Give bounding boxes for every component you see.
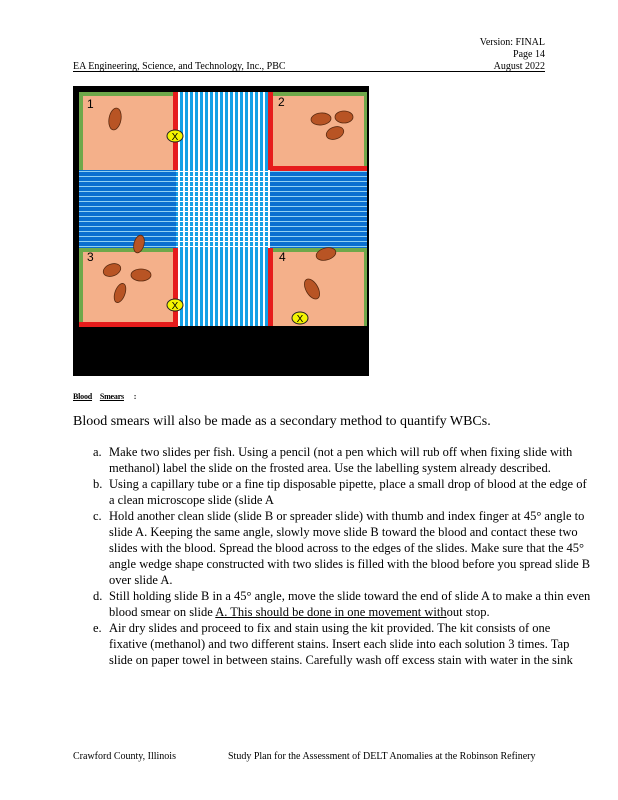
quadrant-label-2: 2: [278, 95, 285, 109]
step-text: Using a capillary tube or a fine tip disposable pipette, place a small drop of blood at the edge of a clean microscope slide (slide A: [109, 477, 587, 507]
step-text: Hold another clean slide (slide B or spreader slide) with thumb and index finger at 45° angle to slide A. Keeping the same angle, slowly move slide B toward the blood and contact these two slides with the blood. Spread the blood across to the edges of the slides. Make sure that the 45° angle wedge shape constructed with two slides is filled with the blood before you spread slide B over slide A.: [109, 509, 591, 587]
marker-1-glyph: X: [171, 132, 179, 143]
section-heading-word2: Smears: [99, 392, 124, 401]
section-heading: [73, 392, 136, 401]
intro-paragraph: Blood smears will also be made as a secondary method to quantify WBCs.: [73, 414, 491, 429]
section-heading-word1: Blood: [73, 392, 93, 401]
step-text: Still holding slide B in a 45° angle, move the slide toward the end of slide A to make a thin even blood smear on slide: [109, 589, 591, 619]
footer-title: Study Plan for the Assessment of DELT Anomalies at the Robinson Refinery: [228, 751, 536, 762]
list-item: [93, 508, 591, 588]
step-text-underlined: A. This should be done in one movement with: [215, 605, 447, 619]
step-marker: c.: [93, 509, 102, 523]
step-marker: d.: [93, 589, 103, 603]
page-number: Page 14: [513, 49, 545, 60]
quadrant-label-3: 3: [87, 250, 94, 264]
marker-2-glyph: X: [171, 301, 179, 312]
marker-3-glyph: X: [296, 314, 304, 325]
list-item: [93, 444, 591, 476]
list-item: [93, 476, 591, 508]
tank-1: [79, 92, 178, 170]
list-item: [93, 620, 591, 668]
version-label: Version: FINAL: [479, 37, 545, 48]
step-marker: a.: [93, 445, 102, 459]
quadrant-label-1: 1: [87, 97, 94, 111]
company-name: EA Engineering, Science, and Technology, Inc., PBC: [73, 61, 286, 72]
section-heading-colon: :: [133, 392, 137, 401]
header-rule: [73, 71, 545, 72]
quadrant-label-4: 4: [279, 250, 286, 264]
step-text: Air dry slides and proceed to fix and stain using the kit provided. The kit consists of one fixative (methanol) and two different stains. Insert each slide into each solution 3 times. Tap slide on paper towel in between stains. Carefully wash off excess stain with water in the sink: [109, 621, 573, 667]
channel-intersection: [176, 170, 270, 248]
report-date: August 2022: [493, 61, 545, 72]
step-marker: e.: [93, 621, 102, 635]
step-text: Make two slides per fish. Using a pencil (not a pen which will rub off when fixing slide with methanol) label the slide on the frosted area. Use the labelling system already described.: [109, 445, 573, 475]
list-item: [93, 588, 591, 620]
tank-diagram-svg: [73, 86, 369, 376]
footer-location: Crawford County, Illinois: [73, 751, 176, 762]
procedure-steps: [93, 444, 591, 668]
step-text-end: out stop.: [446, 605, 490, 619]
step-marker: b.: [93, 477, 103, 491]
tank-base: [79, 327, 367, 376]
tank-diagram: [73, 86, 369, 376]
